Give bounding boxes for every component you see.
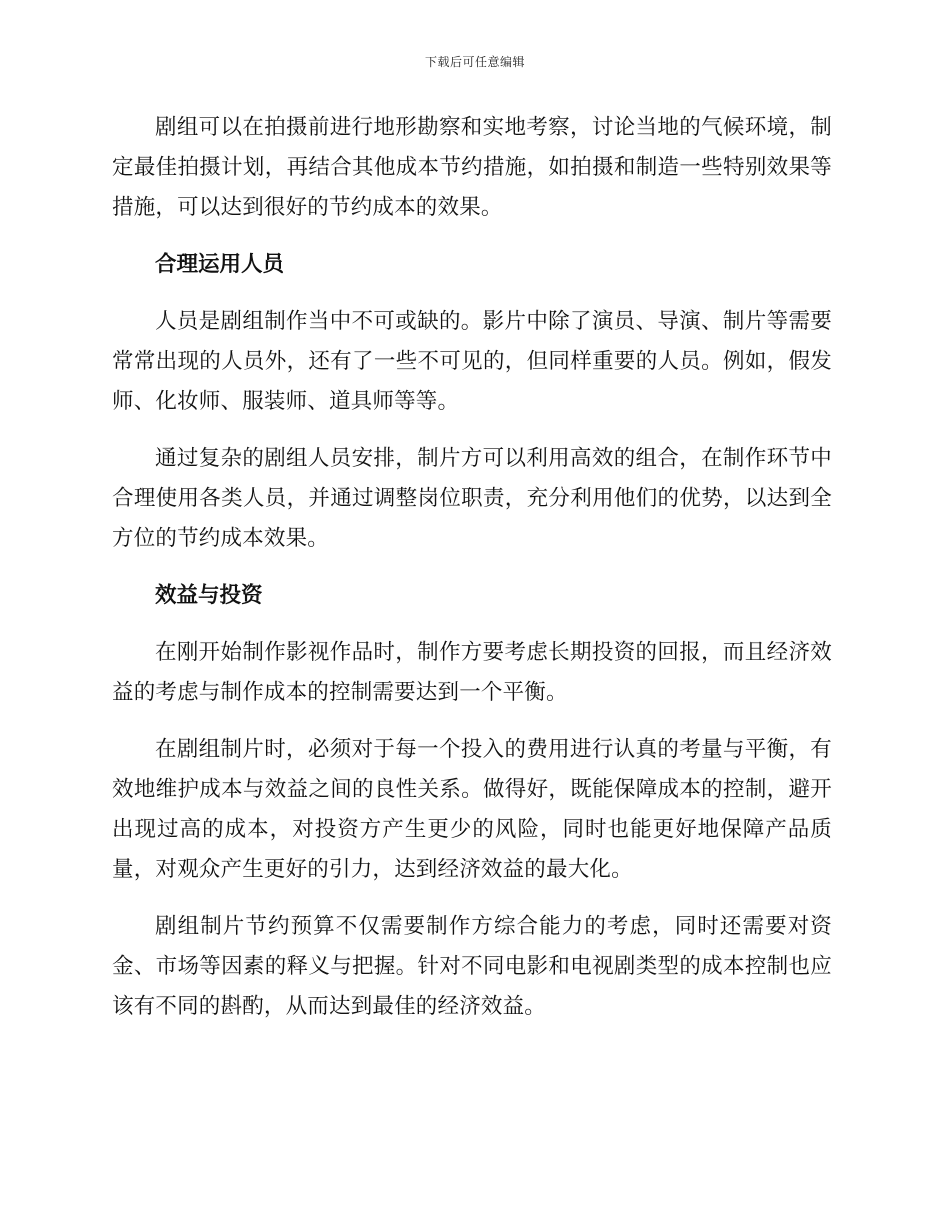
paragraph-investment-return: 在刚开始制作影视作品时，制作方要考虑长期投资的回报，而且经济效益的考虑与制作成本的控制需要达到一个平衡。 xyxy=(112,640,832,705)
section-heading-benefit-investment: 效益与投资 xyxy=(155,583,263,608)
paragraph-cost-balance: 在剧组制片时，必须对于每一个投入的费用进行认真的考量与平衡，有效地维护成本与效益之间的良性关系。做得好，既能保障成本的控制，避开出现过高的成本，对投资方产生更少的风险，同时也能更好地保障产品质量，对观众产生更好的引力，达到经济效益的最大化。 xyxy=(112,737,832,882)
paragraph-shooting-plan: 剧组可以在拍摄前进行地形勘察和实地考察，讨论当地的气候环境，制定最佳拍摄计划，再结合其他成本节约措施，如拍摄和制造一些特别效果等措施，可以达到很好的节约成本的效果。 xyxy=(112,115,832,220)
page-header: 下载后可任意编辑 xyxy=(424,55,525,69)
paragraph-personnel-arrangement: 通过复杂的剧组人员安排，制片方可以利用高效的组合，在制作环节中合理使用各类人员，并通过调整岗位职责，充分利用他们的优势，以达到全方位的节约成本效果。 xyxy=(112,446,832,551)
paragraph-personnel-roles: 人员是剧组制作当中不可或缺的。影片中除了演员、导演、制片等需要常常出现的人员外，还有了一些不可见的，但同样重要的人员。例如，假发师、化妆师、服装师、道具师等等。 xyxy=(112,309,832,414)
document-body xyxy=(112,108,832,1044)
paragraph-budget-saving: 剧组制片节约预算不仅需要制作方综合能力的考虑，同时还需要对资金、市场等因素的释义与把握。针对不同电影和电视剧类型的成本控制也应该有不同的斟酌，从而达到最佳的经济效益。 xyxy=(112,914,832,1019)
section-heading-personnel: 合理运用人员 xyxy=(155,252,285,277)
